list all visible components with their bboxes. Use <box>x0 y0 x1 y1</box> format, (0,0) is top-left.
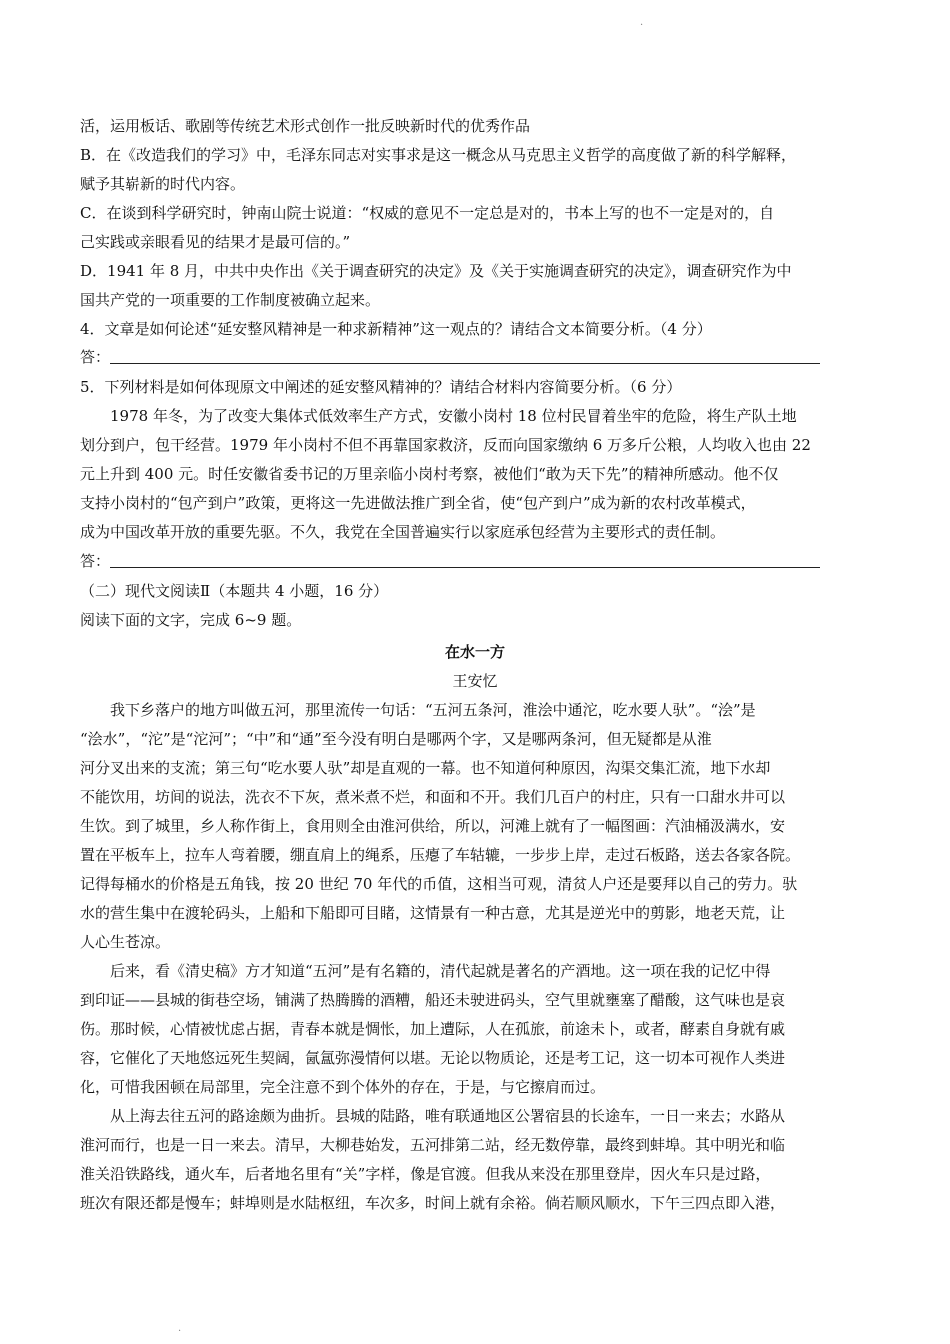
question-4: 4．文章是如何论述“延安整风精神是一种求新精神”这一观点的？请结合文本简要分析。（4 分） <box>80 320 712 338</box>
section-2-instruction: 阅读下面的文字，完成 6~9 题。 <box>80 611 302 629</box>
option-c-line-2: 己实践或亲眼看见的结果才是最可信的。” <box>80 233 351 251</box>
p1-line-2: “浍水”，“沱”是“沱河”；“中”和“通”至今没有明白是哪两个字，又是哪两条河，但无疑都是从淮 <box>80 730 712 748</box>
material-line-2: 划分到户，包干经营。1979 年小岗村不但不再靠国家救济，反而向国家缴纳 6 万多斤公粮，人均收入也由 22 <box>80 436 811 454</box>
answer-line-q5[interactable] <box>80 551 820 571</box>
answer-underline <box>110 567 820 568</box>
p1-line-3: 河分叉出来的支流；第三句“吃水要人驮”却是直观的一幕。也不知道何种原因，沟渠交集汇流，地下水却 <box>80 759 771 777</box>
option-b-line-1: B．在《改造我们的学习》中，毛泽东同志对实事求是这一概念从马克思主义哲学的高度做了新的科学解释， <box>80 146 797 164</box>
p1-line-7: 记得每桶水的价格是五角钱，按 20 世纪 70 年代的币值，这相当可观，清贫人户还是要拜以自己的劳力。驮 <box>80 875 798 893</box>
section-2-header: （二）现代文阅读Ⅱ（本题共 4 小题，16 分） <box>80 582 389 600</box>
p3-line-1: 从上海去往五河的路途颇为曲折。县城的陆路，唯有联通地区公署宿县的长途车，一日一来去；水路从 <box>110 1107 786 1125</box>
p2-line-4: 容，它催化了天地悠远死生契阔，氤氲弥漫情何以堪。无论以物质论，还是考工记，这一切本可视作人类进 <box>80 1049 786 1067</box>
option-a-tail: 活，运用板话、歌剧等传统艺术形式创作一批反映新时代的优秀作品 <box>80 117 531 135</box>
option-b-line-2: 赋予其崭新的时代内容。 <box>80 175 246 193</box>
p3-line-2: 淮河而行，也是一日一来去。清早，大柳巷始发，五河排第二站，经无数停靠，最终到蚌埠。其中明光和临 <box>80 1136 786 1154</box>
answer-label: 答： <box>80 348 111 366</box>
p2-line-1: 后来，看《清史稿》方才知道“五河”是有名籍的，清代起就是著名的产酒地。这一项在我的记忆中得 <box>110 962 771 980</box>
passage-author: 王安忆 <box>452 672 498 690</box>
passage-title: 在水一方 <box>444 643 505 661</box>
option-c-line-1: C．在谈到科学研究时，钟南山院士说道：“权威的意见不一定总是对的，书本上写的也不一定是对的，自 <box>80 204 775 222</box>
material-line-1: 1978 年冬，为了改变大集体式低效率生产方式，安徽小岗村 18 位村民冒着坐牢的危险，将生产队土地 <box>110 407 797 425</box>
material-line-3: 元上升到 400 元。时任安徽省委书记的万里亲临小岗村考察，被他们“敢为天下先”的精神所感动。他不仅 <box>80 465 779 483</box>
material-line-5: 成为中国改革开放的重要先驱。不久，我党在全国普遍实行以家庭承包经营为主要形式的责任制。 <box>80 523 726 541</box>
bottom-dot-mark: · <box>178 1326 182 1337</box>
p2-line-2: 到印证——县城的街巷空场，铺满了热腾腾的酒糟，船还未驶进码头，空气里就壅塞了醋酸，这气味也是哀 <box>80 991 786 1009</box>
question-5: 5．下列材料是如何体现原文中阐述的延安整风精神的？请结合材料内容简要分析。（6 分） <box>80 378 682 396</box>
p1-line-9: 人心生苍凉。 <box>80 933 171 951</box>
material-line-4: 支持小岗村的“包产到户”政策，更将这一先进做法推广到全省，使“包产到户”成为新的农村改革模式， <box>80 494 756 512</box>
p1-line-6: 置在平板车上，拉车人弯着腰，绷直肩上的绳系，压瘪了车轱辘，一步步上岸，走过石板路，送去各家各院。 <box>80 846 801 864</box>
p2-line-3: 伤。那时候，心情被忧虑占据，青春本就是惆怅，加上遭际，人在孤旅，前途未卜，或者，酵素自身就有戚 <box>80 1020 786 1038</box>
p3-line-4: 班次有限还都是慢车；蚌埠则是水陆枢纽，车次多，时间上就有余裕。倘若顺风顺水，下午三四点即入港， <box>80 1194 786 1212</box>
p1-line-4: 不能饮用，坊间的说法，洗衣不下灰，煮米煮不烂，和面和不开。我们几百户的村庄，只有一口甜水井可以 <box>80 788 786 806</box>
p1-line-1: 我下乡落户的地方叫做五河，那里流传一句话：“五河五条河，淮浍中通沱，吃水要人驮”。“浍”是 <box>110 701 756 719</box>
top-dot-mark: · <box>640 20 644 31</box>
p2-line-5: 化，可惜我困顿在局部里，完全注意不到个体外的存在，于是，与它擦肩而过。 <box>80 1078 606 1096</box>
p1-line-5: 生饮。到了城里，乡人称作街上，食用则全由淮河供给，所以，河滩上就有了一幅图画：汽油桶汲满水，安 <box>80 817 786 835</box>
p3-line-3: 淮关沿铁路线，通火车，后者地名里有“关”字样，像是官渡。但我从来没在那里登岸，因火车只是过路， <box>80 1165 771 1183</box>
answer-underline <box>110 363 820 364</box>
answer-label: 答： <box>80 552 111 570</box>
answer-line-q4[interactable] <box>80 347 820 367</box>
p1-line-8: 水的营生集中在渡轮码头，上船和下船即可目睹，这情景有一种古意，尤其是逆光中的剪影，地老天荒，让 <box>80 904 786 922</box>
option-d-line-1: D．1941 年 8 月，中共中央作出《关于调查研究的决定》及《关于实施调查研究的决定》，调查研究作为中 <box>80 262 792 280</box>
option-d-line-2: 国共产党的一项重要的工作制度被确立起来。 <box>80 291 381 309</box>
